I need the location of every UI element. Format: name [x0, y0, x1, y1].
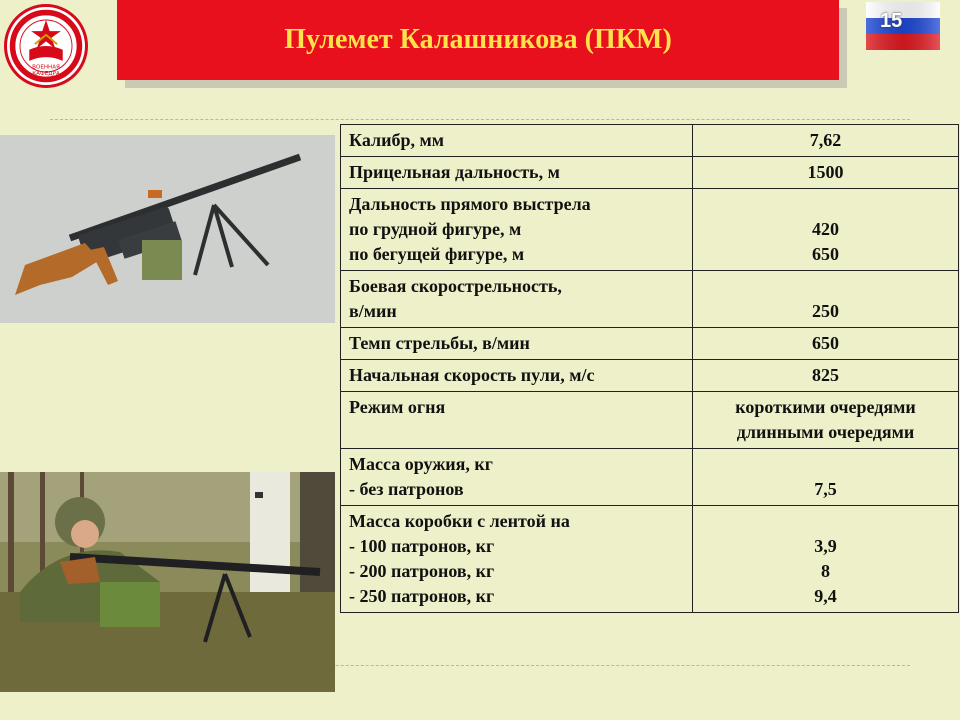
spec-value	[693, 392, 959, 449]
page-title: Пулемет Калашникова (ПКМ)	[284, 24, 672, 55]
spec-row	[341, 449, 959, 506]
spec-value-line: короткими очередями	[735, 397, 916, 417]
specs-table	[340, 124, 959, 613]
spec-label	[341, 189, 693, 271]
title-bar	[117, 0, 839, 80]
spec-label-line: - 200 патронов, кг	[349, 561, 495, 581]
spec-value-line: 8	[821, 561, 830, 581]
spec-value-line: 420	[812, 219, 839, 239]
spec-label	[341, 360, 693, 392]
spec-label	[341, 328, 693, 360]
spec-value-line: 250	[812, 301, 839, 321]
spec-row	[341, 360, 959, 392]
spec-row	[341, 506, 959, 613]
spec-label-line: по бегущей фигуре, м	[349, 244, 525, 264]
spec-label	[341, 157, 693, 189]
spec-value-line: 9,4	[814, 586, 837, 606]
russian-flag-icon	[866, 2, 940, 50]
military-department-emblem-icon	[4, 4, 88, 88]
spec-row	[341, 392, 959, 449]
spec-label-line: Темп стрельбы, в/мин	[349, 333, 530, 353]
spec-label-line: Калибр, мм	[349, 130, 444, 150]
spec-value	[693, 271, 959, 328]
spec-label-line: Боевая скорострельность,	[349, 276, 562, 296]
spec-label	[341, 271, 693, 328]
spec-label	[341, 449, 693, 506]
spec-row	[341, 328, 959, 360]
svg-text:ВОЕННАЯ: ВОЕННАЯ	[32, 64, 60, 71]
spec-value	[693, 157, 959, 189]
spec-row	[341, 271, 959, 328]
spec-row	[341, 125, 959, 157]
spec-value-line: 1500	[807, 162, 844, 182]
spec-value	[693, 360, 959, 392]
slide-number: 15	[880, 10, 903, 32]
spec-value-line: 7,62	[809, 130, 842, 150]
spec-label-line: Масса коробки с лентой на	[349, 511, 570, 531]
spec-label-line: Масса оружия, кг	[349, 454, 493, 474]
spec-label-line: Начальная скорость пули, м/с	[349, 365, 595, 385]
spec-row	[341, 157, 959, 189]
spec-label-line: по грудной фигуре, м	[349, 219, 522, 239]
spec-value-line: 3,9	[814, 536, 837, 556]
spec-value	[693, 449, 959, 506]
svg-text:КАФЕДРА: КАФЕДРА	[32, 70, 60, 77]
spec-label-line: - 100 патронов, кг	[349, 536, 495, 556]
spec-value-line: длинными очередями	[736, 422, 915, 442]
divider-top	[50, 119, 910, 120]
spec-value-line: 7,5	[814, 479, 837, 499]
spec-label-line: Прицельная дальность, м	[349, 162, 560, 182]
spec-value-line: 825	[812, 365, 839, 385]
soldier-photo	[0, 472, 335, 692]
spec-label	[341, 125, 693, 157]
machine-gun-photo	[0, 135, 335, 323]
spec-value	[693, 189, 959, 271]
spec-row	[341, 189, 959, 271]
spec-value	[693, 328, 959, 360]
spec-label	[341, 506, 693, 613]
spec-label-line: Дальность прямого выстрела	[349, 194, 591, 214]
spec-value-line: 650	[812, 333, 839, 353]
spec-value-line: 650	[812, 244, 839, 264]
spec-label-line: - без патронов	[349, 479, 464, 499]
spec-label-line: в/мин	[349, 301, 397, 321]
spec-value	[693, 506, 959, 613]
spec-label	[341, 392, 693, 449]
spec-label-line: - 250 патронов, кг	[349, 586, 495, 606]
spec-value	[693, 125, 959, 157]
spec-label-line: Режим огня	[349, 397, 446, 417]
